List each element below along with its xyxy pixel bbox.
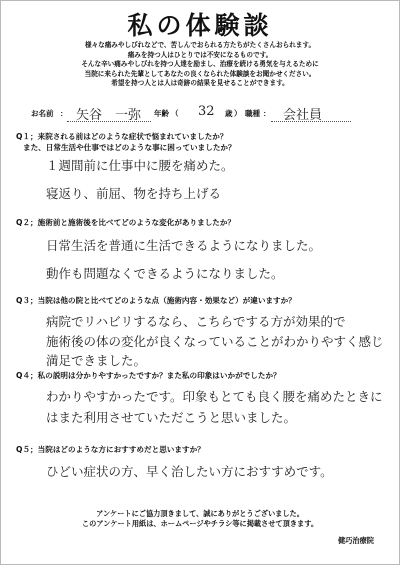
age-value: 32 (198, 104, 215, 119)
question-4: Q４；私の説明は分かりやすかったですか？また私の印象はいかがでしたか？ (16, 371, 281, 380)
intro-line: 当院に来られた先輩としてあなたの良くなられた体験談をお聞かせください。 (84, 69, 316, 78)
job-label: 職種 (245, 109, 260, 118)
intro-line: 痛みを持つ人はひとりでは不安になるものです。 (127, 50, 273, 59)
name-label: お名前 (31, 109, 54, 118)
intro-line: そんな辛い痛みやしびれを持つ人達を励まし、治療を続ける勇気を与えるために (81, 60, 319, 69)
page-title: 私の体験談 (127, 11, 273, 40)
footer-line: このアンケート用紙は、ホームページやチラシ等に掲載させて頂きます。 (81, 519, 319, 528)
intro-text (1, 41, 399, 89)
question-5: Q５；当院はどのような方におすすめだと思いますか？ (16, 445, 205, 454)
answer-4-line: はまた利用させていただこうと思いました。 (46, 410, 297, 425)
answer-3-line: 施術後の体の変化が良くなっていることがわかりやすく感じ (46, 334, 384, 349)
footer-line: アンケートにご協力頂きまして、誠にありがとうございました。 (96, 509, 304, 518)
name-underline (67, 121, 151, 122)
answer-3-line: 満足できました。 (46, 353, 147, 368)
age-label: 年齢 (154, 109, 169, 118)
answer-2-line: 動作も問題なくできるようになりました。 (46, 266, 284, 281)
answer-1-line: 寝返り、前屈、物を持ち上げる (46, 186, 222, 201)
answer-5-line: ひどい症状の方、早く治したい方におすすめです。 (46, 464, 333, 479)
name-value: 矢谷 一弥 (76, 108, 142, 123)
age-unit: 歳 (225, 109, 233, 118)
question-1: Q１；来院される前はどのような症状で悩まれていましたか？ (16, 132, 228, 141)
question-1-sub: また、日常生活や仕事ではどのような事に困っていましたか？ (23, 143, 236, 152)
answer-1-line: １週間前に仕事中に腰を痛めた。 (46, 158, 234, 173)
respondent-info-row: お名前 ： 矢谷 一弥 年齢 （ 32 歳 ） 職種 ： 会社員 (1, 104, 399, 122)
answer-2-line: 日常生活を普通に生活できるようになりました。 (46, 238, 322, 253)
answer-3-line: 病院でリハビリするなら、こちらでする方が効果的で (46, 314, 346, 329)
question-3: Q３；当院は他の院と比べてどのような点（施術内容・効果など）が違いますか？ (16, 296, 296, 305)
footer-text (1, 509, 399, 529)
job-underline (271, 121, 351, 122)
intro-line: 様々な痛みやしびれなどで、苦しんでおられる方たちがたくさんおられます。 (84, 41, 316, 49)
intro-line: 希望を持つ人とは人は奇跡の結果を見せることができます。 (111, 79, 289, 88)
job-value: 会社員 (283, 108, 323, 123)
question-2: Q２；施術前と施術後を比べてどのような変化がありましたか？ (16, 218, 236, 227)
clinic-name: 健巧治療院 (338, 536, 374, 545)
answer-4-line: わかりやすかったです。印象もとても良く腰を痛めたときに (46, 389, 383, 404)
